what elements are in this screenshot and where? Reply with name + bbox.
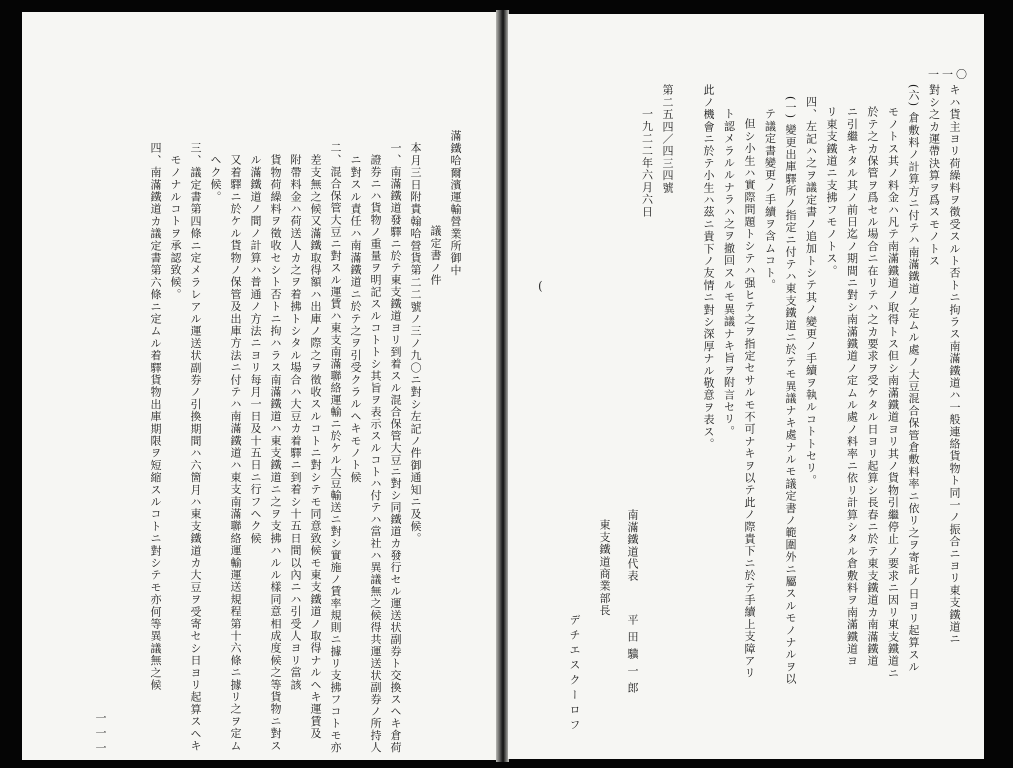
text-column: (六) 倉敷料ノ計算方ニ付テハ南滿鐵道ノ定ムル處ノ大豆混合保管倉敷料率ニ依リ之ヲ寄託ノ日ヨリ起算スル [907,84,920,674]
text-column: 於テ之カ保管ヲ爲セル場合ニ在リテハ之カ要求ヲ受ケタル日ヨリ起算シ長春ニ於テ東支鐵道カ南滿鐵道 [866,106,879,668]
text-column: 差支無之候又滿鐵取得額ハ出庫ノ際之ヲ徵收スルコトニ對シテモ同意致候モ東支鐵道ノ取得ナルヘキ運賃及 [309,154,322,740]
text-column: リ東支鐵道ニ支拂フモノトス。 [825,106,838,277]
text-column: 又着驛ニ於ケル貨物ノ保管及出庫方法ニ付テハ南滿鐵道ハ東支南滿聯絡運輸運送規程第十六條ニ據リ之ヲ定ム [229,154,242,752]
text-column: 二、混合保管大豆ニ對スル運賃ハ東支南滿聯絡運輸ニ於ケル大豆輸送ニ對シ實施ノ賃率規則ニ據リ支拂フコトモ亦 [329,142,342,754]
text-column: 四、南滿鐵道カ議定書第六條ニ定ムル着驛貨物出庫期限ヲ短縮スルコトニ對シテモ亦何等異議無之候 [149,142,162,691]
text-column: 一、南滿鐵道發驛ニ於テ東支鐵道ヨリ到着スル混合保管大豆ニ對シ同鐵道カ發行セル運送状副券ト交換スヘキ倉荷 [389,142,402,754]
signature-name: 平田驥一郎 [626,614,639,699]
text-column: 對シ之カ運帶決算ヲ爲スモノトス [927,84,941,267]
text-column: モノトス其ノ料金ハ凡テ南滿鐵道ノ取得トス但シ南滿鐵道ヨリ其ノ貨物引繼停止ノ要求ニ因リ東支鐵道ニ [886,106,900,680]
signature-org2: 東支鐵道商業部長 [598,519,611,617]
text-column: ル滿鐵道ノ間ノ計算ハ普通ノ方法ニヨリ每月一日及十五日ニ行フヘク候 [249,154,262,545]
left-page-number: 一一一 [94,712,107,757]
ink-mark: ( [538,279,543,293]
text-column: ト認メラルルナラハ之ヲ撤回スルモ異議ナキ旨ヲ附言セリ。 [722,108,736,438]
signature-name2: デチエスクーロフ [568,614,581,734]
text-column: 本月三日附貴翰哈營貨第二二號ノ三ノ九〇ニ對シ左記ノ件御通知ニ及候。 [409,142,422,545]
text-column: 滿鐵哈爾濱運輸營業所御中 [449,130,462,277]
text-column: 證券ニハ貨物ノ重量ヲ明記スルコトトシ其旨ヲ表示スルコトハ付テハ當社ハ異議無之候得共運送状副券ノ所持人 [369,154,382,754]
text-column: ニ引繼キタル其ノ前日迄ノ期間ニ對シ南滿鐵道ノ定ムル處ノ料率ニ依リ計算シタル倉敷料ヲ南滿鐵道ヨ [845,106,859,668]
text-column: 此ノ機會ニ於テ小生ハ茲ニ貴下ノ友情ニ對シ深厚ナル敬意ヲ表ス。 [702,84,715,450]
text-column: ヘク候。 [209,154,222,203]
text-column: 一九二二年六月六日 [640,108,654,218]
text-column: テ議定書變更ノ手續ヲ含ムコト。 [763,108,777,291]
text-column: (一) 變更出庫驛所ノ指定ニ付テハ東支鐵道ニ於テモ異議ナキ處ナルモ議定書ノ範圍外ニ屬スルモノナルヲ以 [784,96,797,686]
text-column: 四、左記ハ之ヲ議定書ノ追加トシテ其ノ變更ノ手續ヲ執ルコトトセリ。 [804,96,818,487]
text-column: モノナルコトヲ承認致候。 [169,154,182,301]
text-column: 但シ小生ハ實際問題トシテハ强ヒテ之ヲ指定セサルモ不可ナキヲ以テ此ノ際貴下ニ於テ手續上支障アリ [743,118,756,680]
text-column: 第二五四／四三四號 [661,84,674,194]
left-page [22,12,497,760]
text-column: キハ貨主ヨリ荷繰料ヲ徴受スルト否トニ拘ラス南滿鐵道ハ一般連絡貨物ト同一ノ振合ニヨリ東支鐵道ニ [948,84,961,646]
text-column: 議定書ノ件 [429,225,442,286]
text-column: 三、議定書第四條ニ定メラレアル運送状副券ノ引換期間ハ六箇月ハ東支鐵道カ大豆ヲ受寄セシ日ヨリ起算スヘキ [189,142,202,752]
text-column: 附帶料金ハ荷送人カ之ヲ着拂トシタル場合ハ大豆カ着驛ニ到着シ十五日間以內ニハ引受人ヨリ當該 [289,154,302,691]
text-column: 貨物荷繰料ヲ徵收セシト否トニ拘ハラス南滿鐵道ハ東支鐵道ニ之ヲ支拂ハルル樣同意相成度候之等貨物ニ對ス [269,154,282,752]
signature-org: 南滿鐵道代表 [626,509,639,583]
text-column: ニ對スル責任ハ南滿鐵道ニ於テ之ヲ引受クラルヘキモノト候 [349,154,362,484]
right-page-number: 一一〇 [928,68,970,81]
right-page [508,14,984,759]
